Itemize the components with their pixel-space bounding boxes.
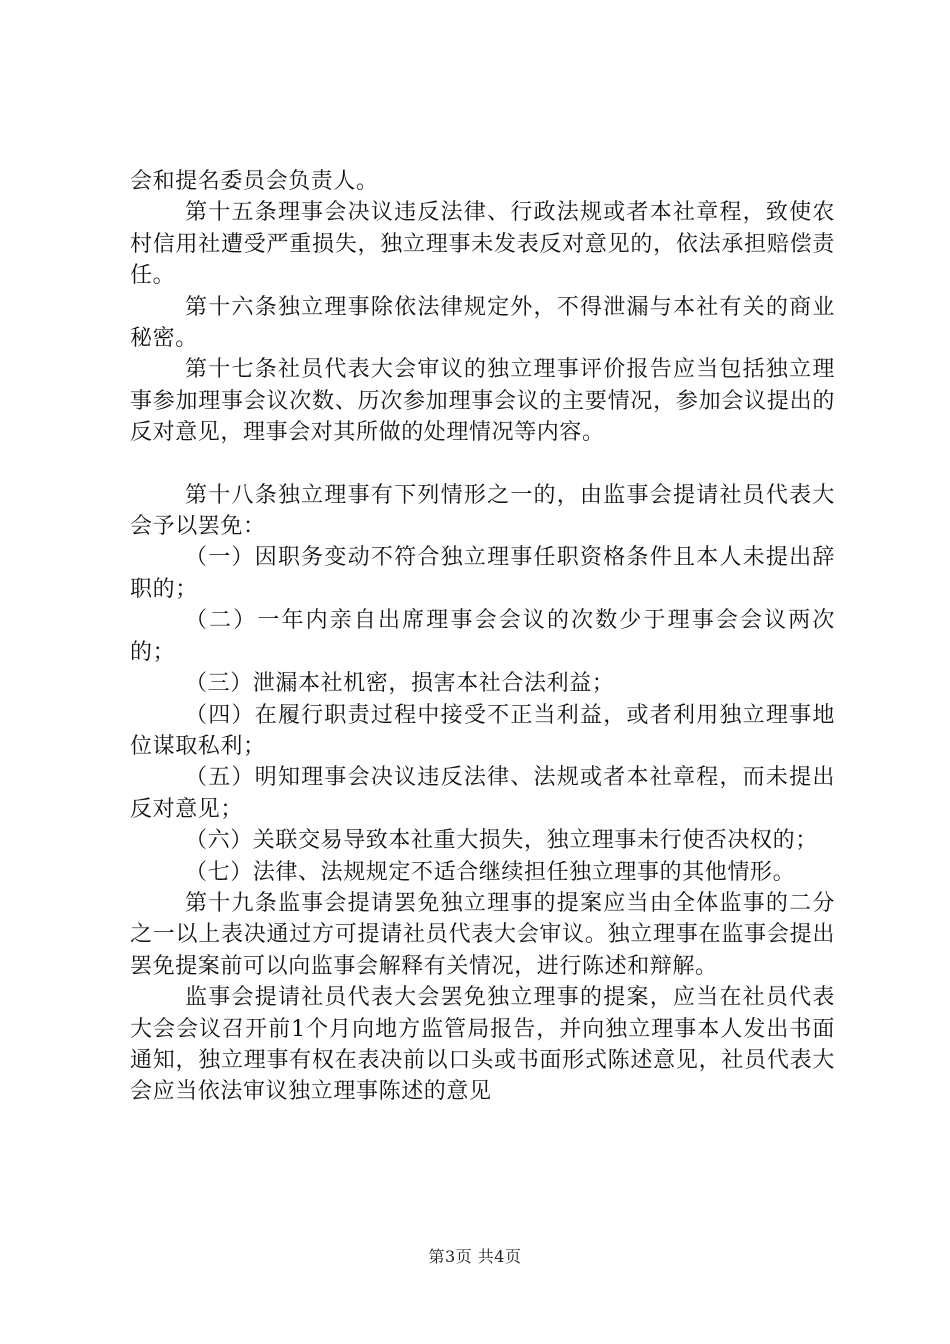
article-18-item-4: （四）在履行职责过程中接受不正当利益，或者利用独立理事地位谋取私利； <box>130 702 835 759</box>
article-18-item-2: （二）一年内亲自出席理事会会议的次数少于理事会会议两次的； <box>130 608 835 665</box>
page-number: 第3页 <box>428 1247 473 1266</box>
article-18: 第十八条独立理事有下列情形之一的，由监事会提请社员代表大会予以罢免： <box>130 482 835 540</box>
article-17: 第十七条社员代表大会审议的独立理事评价报告应当包括独立理事参加理事会议次数、历次参加理事会议的主要情况，参加会议提出的反对意见，理事会对其所做的处理情况等内容。 <box>130 357 835 446</box>
article-19-paragraph-2: 监事会提请社员代表大会罢免独立理事的提案，应当在社员代表大会会议召开前1个月向地方监管局报告，并向独立理事本人发出书面通知，独立理事有权在表决前以口头或书面形式陈述意见，社员代表大会应当依法审议独立理事陈述的意见 <box>130 985 835 1105</box>
article-16: 第十六条独立理事除依法律规定外，不得泄漏与本社有关的商业秘密。 <box>130 294 835 352</box>
article-19: 第十九条监事会提请罢免独立理事的提案应当由全体监事的二分之一以上表决通过方可提请社员代表大会审议。独立理事在监事会提出罢免提案前可以向监事会解释有关情况，进行陈述和辩解。 <box>130 890 835 979</box>
page-total: 共4页 <box>477 1247 522 1266</box>
page-footer <box>0 1244 950 1267</box>
article-18-item-3: （三）泄漏本社机密，损害本社合法利益； <box>185 671 615 697</box>
article-18-item-7: （七）法律、法规规定不适合继续担任独立理事的其他情形。 <box>185 859 796 885</box>
article-18-item-1: （一）因职务变动不符合独立理事任职资格条件且本人未提出辞职的； <box>130 545 835 602</box>
document-body <box>130 166 835 1108</box>
paragraph-continuation: 会和提名委员会负责人。 <box>130 169 379 194</box>
article-15: 第十五条理事会决议违反法律、行政法规或者本社章程，致使农村信用社遭受严重损失，独立理事未发表反对意见的，依法承担赔偿责任。 <box>130 200 835 289</box>
article-18-item-6: （六）关联交易导致本社重大损失，独立理事未行使否决权的； <box>185 828 818 854</box>
article-18-item-5: （五）明知理事会决议违反法律、法规或者本社章程，而未提出反对意见； <box>130 765 835 822</box>
